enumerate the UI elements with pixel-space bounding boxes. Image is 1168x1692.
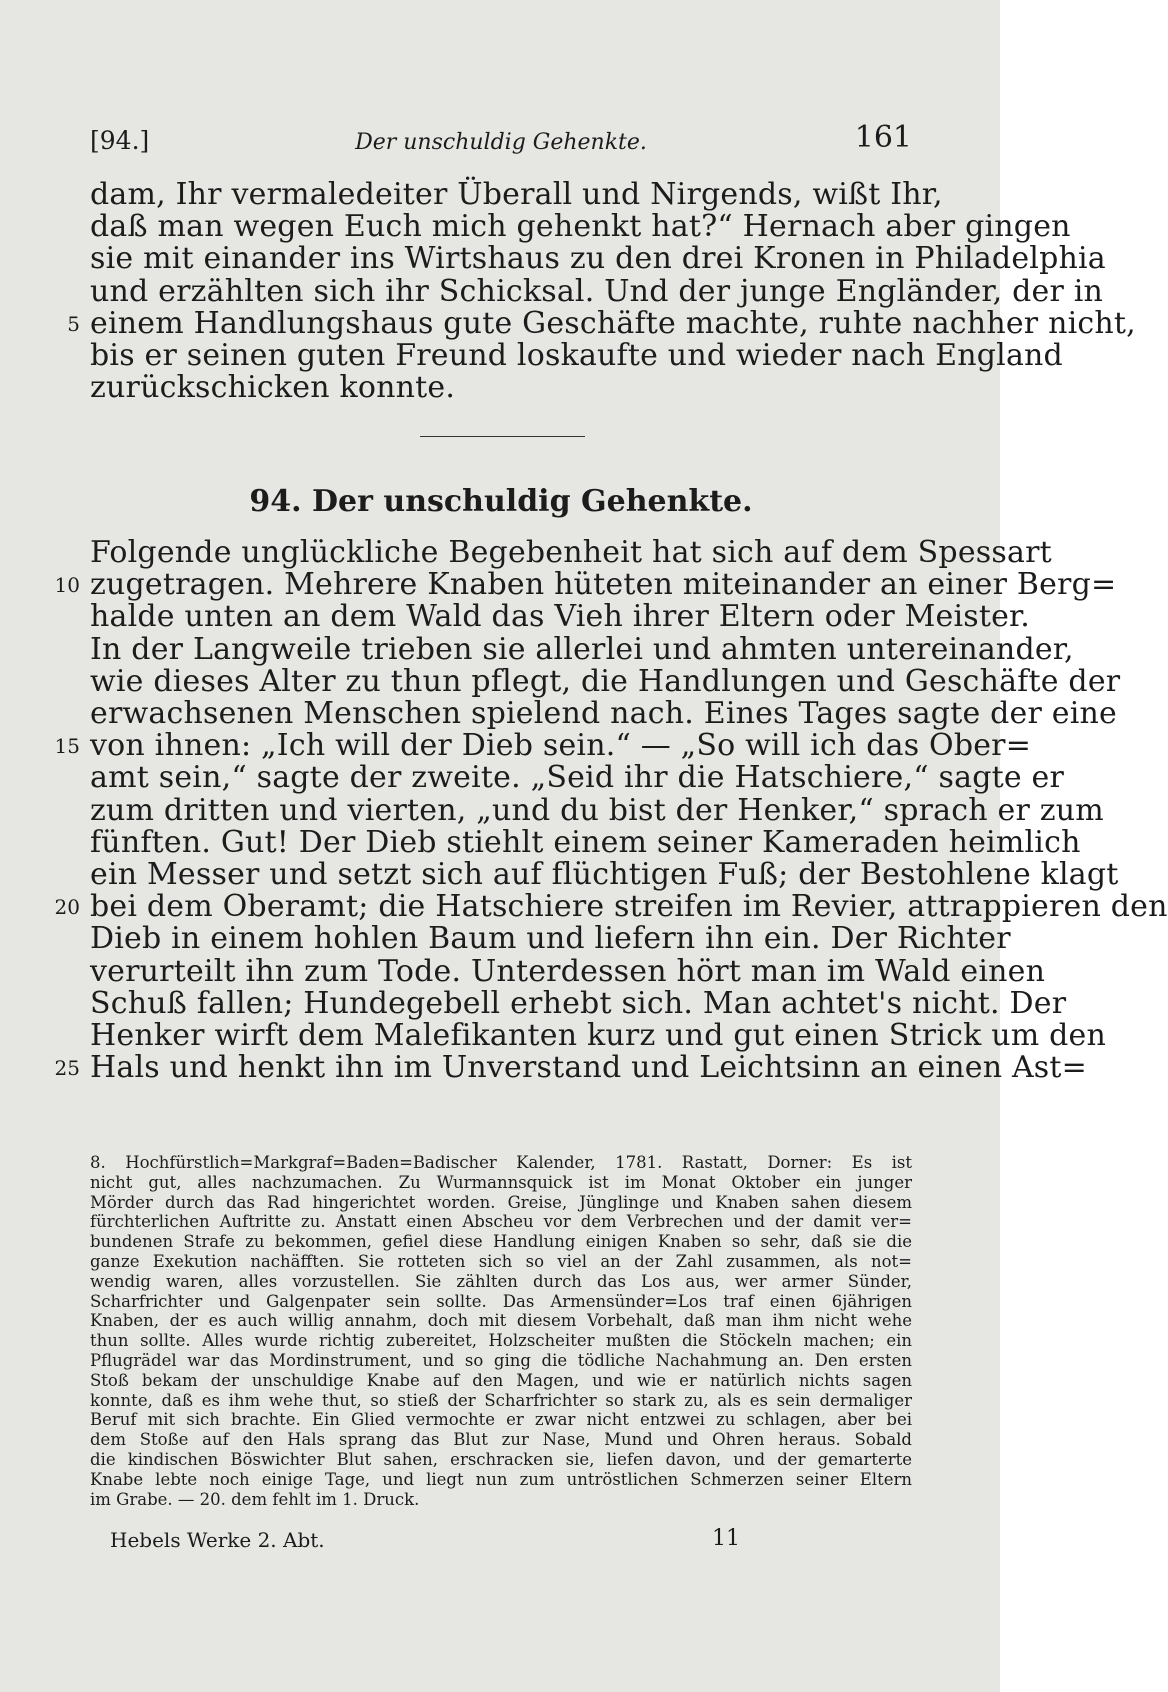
- header-section-number: [94.]: [90, 126, 150, 155]
- section-heading: 94. Der unschuldig Gehenkte.: [249, 484, 753, 519]
- footnote-line: Scharfrichter und Galgenpater sein sollte. Das Armensünder=Los traf einen 6jährigen: [90, 1291, 912, 1311]
- line-number: 25: [54, 1056, 80, 1081]
- footnote-line: dem Stoße auf den Hals sprang das Blut zur Nase, Mund und Ohren heraus. Sobald: [90, 1430, 912, 1450]
- line-number: 20: [54, 895, 80, 920]
- footnote-line: ganze Exekution nachäfften. Sie rotteten sich so viel an der Zahl zusammen, als not=: [90, 1252, 912, 1271]
- running-header: [90, 118, 912, 168]
- text-line: daß man wegen Euch mich gehenkt hat?“ Hernach aber gingen: [90, 209, 1071, 245]
- text-line: und erzählten sich ihr Schicksal. Und der junge Engländer, der in: [90, 273, 1104, 309]
- footnote-line: Beruf mit sich brachte. Ein Glied vermochte er zwar nicht entzwei zu schlagen, aber bei: [90, 1410, 912, 1430]
- line-number: 5: [67, 311, 80, 336]
- text-line: dam, Ihr vermaledeiter Überall und Nirgends, wißt Ihr,: [90, 177, 943, 212]
- text-line: Hals und henkt ihn im Unverstand und Leichtsinn an einen Ast=: [90, 1050, 1087, 1086]
- footnote-line: Mörder durch das Rad hingerichtet worden. Greise, Jünglinge und Knaben sahen diesem: [90, 1192, 912, 1212]
- footnote-line: wendig waren, alles vorzustellen. Sie zählten durch das Los aus, wer armer Sünder,: [90, 1271, 912, 1291]
- text-line: bis er seinen guten Freund loskaufte und wieder nach England: [90, 338, 1063, 373]
- footnote-line: die kindischen Böswichter Blut sahen, erschracken sie, liefen davon, und der gemarterte: [90, 1450, 912, 1469]
- text-line: sie mit einander ins Wirtshaus zu den drei Kronen in Philadelphia: [90, 241, 1106, 277]
- footnote-line: bundenen Strafe zu bekommen, gefiel diese Handlung einigen Knaben so sehr, daß sie die: [90, 1232, 912, 1252]
- text-line: ein Messer und setzt sich auf flüchtigen Fuß; der Bestohlene klagt: [90, 857, 1119, 892]
- text-line: fünften. Gut! Der Dieb stiehlt einem seiner Kameraden heimlich: [90, 824, 1081, 860]
- text-line: Dieb in einem hohlen Baum und liefern ihn ein. Der Richter: [90, 921, 1011, 957]
- footnote-line: Knaben, der es auch willig annahm, doch mit diesem Vorbehalt, daß man ihm nicht wehe: [90, 1311, 912, 1331]
- text-line: halde unten an dem Wald das Vieh ihrer Eltern oder Meister.: [90, 599, 1031, 635]
- text-line: von ihnen: „Ich will der Dieb sein.“ — „So will ich das Ober=: [90, 728, 1032, 764]
- text-line: verurteilt ihn zum Tode. Unterdessen hört man im Wald einen: [90, 953, 1046, 989]
- footnote-line: im Grabe. — 20. dem fehlt im 1. Druck.: [90, 1489, 420, 1509]
- footer-book-title: Hebels Werke 2. Abt.: [110, 1528, 325, 1552]
- text-line: In der Langweile trieben sie allerlei und ahmten untereinander,: [90, 631, 1074, 667]
- text-line: Folgende unglückliche Begebenheit hat sich auf dem Spessart: [90, 535, 1052, 570]
- line-number: 10: [54, 573, 80, 598]
- text-line: zum dritten und vierten, „und du bist der Henker,“ sprach er zum: [90, 792, 1104, 828]
- header-title: Der unschuldig Gehenkte.: [355, 130, 647, 155]
- text-line: Schuß fallen; Hundegebell erhebt sich. Man achtet's nicht. Der: [90, 985, 1067, 1021]
- footnote-line: fürchterlichen Auftritte zu. Anstatt einen Abscheu vor dem Verbrechen und der damit ver=: [90, 1212, 912, 1232]
- text-line: Henker wirft dem Malefikanten kurz und gut einen Strick um den: [90, 1018, 1107, 1053]
- footnote-line: 8. Hochfürstlich=Markgraf=Baden=Badischer Kalender, 1781. Rastatt, Dorner: Es ist: [90, 1153, 912, 1172]
- line-number: 15: [54, 734, 80, 759]
- page-number: 161: [854, 120, 912, 155]
- text-line: zurückschicken konnte.: [90, 370, 456, 406]
- footnote-line: Pflugrädel war das Mordinstrument, und so ging die tödliche Nachahmung an. Den ersten: [90, 1351, 912, 1370]
- text-line: bei dem Oberamt; die Hatschiere streifen im Revier, attrappieren den: [90, 889, 1168, 925]
- text-line: amt sein,“ sagte der zweite. „Seid ihr die Hatschiere,“ sagte er: [90, 760, 1065, 796]
- text-line: erwachsenen Menschen spielend nach. Eines Tages sagte der eine: [90, 696, 1117, 731]
- footnote-line: Stoß bekam der unschuldige Knabe auf den Magen, und wie er natürlich nichts sagen: [90, 1370, 912, 1390]
- footnote-line: Knabe lebte noch einige Tage, und liegt nun zum untröstlichen Schmerzen seiner Eltern: [90, 1469, 912, 1489]
- footer-signature: 11: [712, 1526, 740, 1551]
- text-line: zugetragen. Mehrere Knaben hüteten miteinander an einer Berg=: [90, 567, 1117, 603]
- footnote-line: thun sollte. Alles wurde richtig zubereitet, Holzscheiter mußten die Stöckeln machen; ein: [90, 1331, 912, 1351]
- footnote-line: nicht gut, alles nachzumachen. Zu Wurmannsquick ist im Monat Oktober ein junger: [90, 1172, 912, 1192]
- text-line: einem Handlungshaus gute Geschäfte machte, ruhte nachher nicht,: [90, 305, 1136, 341]
- text-line: wie dieses Alter zu thun pflegt, die Handlungen und Geschäfte der: [90, 663, 1121, 699]
- footnote-line: konnte, daß es ihm wehe thut, so stieß der Scharfrichter so stark zu, als es sein dermaliger: [90, 1390, 912, 1410]
- section-divider: [420, 436, 585, 437]
